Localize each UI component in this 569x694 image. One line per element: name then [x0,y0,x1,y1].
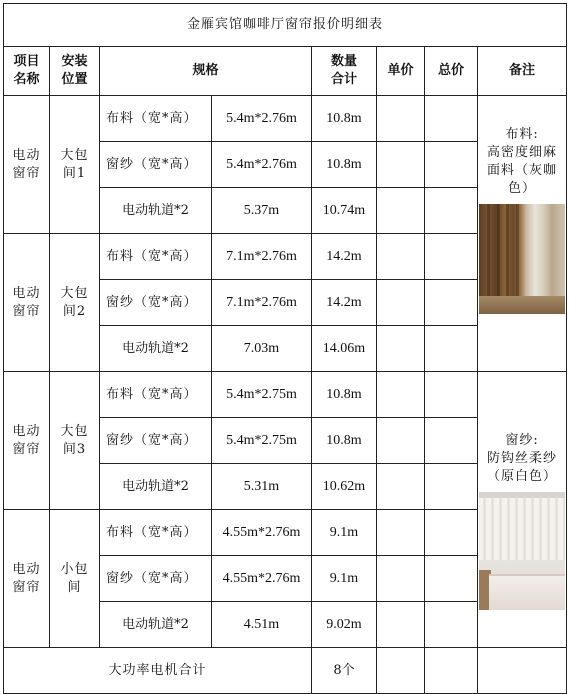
unit-price-cell [377,418,425,464]
unit-price-cell [377,142,425,188]
item-name-cell: 电动 窗帘 [4,96,50,234]
total-price-cell [425,372,478,418]
total-price-cell [425,418,478,464]
footer-row [4,648,567,694]
motor-unit-price [377,648,425,694]
spec-size: 5.31m [212,464,312,510]
spec-desc: 窗纱（宽*高） [100,556,212,602]
notes-sheer-label: 窗纱: [505,433,539,448]
spec-desc: 电动轨道*2 [100,188,212,234]
unit-price-cell [377,280,425,326]
spec-desc: 布料（宽*高） [100,234,212,280]
unit-price-cell [377,188,425,234]
spec-desc: 窗纱（宽*高） [100,280,212,326]
item-name-cell: 电动 窗帘 [4,372,50,510]
unit-price-cell [377,372,425,418]
spec-desc: 窗纱（宽*高） [100,142,212,188]
header-spec: 规格 [100,47,312,96]
location-cell: 大包 间1 [50,96,100,234]
unit-price-cell [377,326,425,372]
table-row [4,96,567,142]
spec-desc: 窗纱（宽*高） [100,418,212,464]
notes-sheer-cell [478,372,567,648]
motor-total-value: 8个 [312,648,377,694]
location-cell: 小包 间 [50,510,100,648]
spec-size: 7.1m*2.76m [212,234,312,280]
qty-cell: 10.62m [312,464,377,510]
notes-fabric-label: 布料: [505,127,539,142]
spec-size: 5.4m*2.75m [212,418,312,464]
total-price-cell [425,602,478,648]
fabric-curtain-photo [479,204,565,314]
spec-desc: 布料（宽*高） [100,96,212,142]
unit-price-cell [377,602,425,648]
total-price-cell [425,280,478,326]
spec-desc: 电动轨道*2 [100,326,212,372]
spec-size: 4.51m [212,602,312,648]
quote-table [3,3,567,694]
spec-desc: 电动轨道*2 [100,602,212,648]
header-notes: 备注 [478,47,567,96]
qty-cell: 9.02m [312,602,377,648]
qty-cell: 10.8m [312,96,377,142]
header-total-price: 总价 [425,47,478,96]
qty-cell: 14.2m [312,234,377,280]
total-price-cell [425,464,478,510]
spec-size: 4.55m*2.76m [212,556,312,602]
header-item: 项目 名称 [4,47,50,96]
motor-total-price [425,648,478,694]
unit-price-cell [377,96,425,142]
unit-price-cell [377,464,425,510]
qty-cell: 10.8m [312,372,377,418]
spec-size: 4.55m*2.76m [212,510,312,556]
total-price-cell [425,556,478,602]
location-cell: 大包 间2 [50,234,100,372]
total-price-cell [425,326,478,372]
notes-fabric-desc-1: 高密度细麻 [487,145,558,160]
header-unit-price: 单价 [377,47,425,96]
notes-fabric-desc-3: 色） [508,181,537,196]
notes-sheer-desc-2: （原白色） [487,469,558,484]
item-name-cell: 电动 窗帘 [4,510,50,648]
notes-fabric-cell [478,96,567,372]
unit-price-cell [377,234,425,280]
sheer-curtain-photo [479,492,565,610]
location-cell: 大包 间3 [50,372,100,510]
notes-fabric-desc-2: 面料（灰咖 [487,163,558,178]
spec-desc: 布料（宽*高） [100,510,212,556]
notes-sheer-desc-1: 防钩丝柔纱 [487,451,558,466]
qty-cell: 9.1m [312,556,377,602]
spec-size: 7.1m*2.76m [212,280,312,326]
table-row [4,372,567,418]
total-price-cell [425,234,478,280]
spec-size: 5.4m*2.75m [212,372,312,418]
spec-desc: 布料（宽*高） [100,372,212,418]
total-price-cell [425,96,478,142]
spec-desc: 电动轨道*2 [100,464,212,510]
qty-cell: 14.2m [312,280,377,326]
motor-notes [478,648,567,694]
qty-cell: 14.06m [312,326,377,372]
qty-cell: 9.1m [312,510,377,556]
unit-price-cell [377,510,425,556]
header-qty: 数量 合计 [312,47,377,96]
qty-cell: 10.8m [312,418,377,464]
unit-price-cell [377,556,425,602]
spec-size: 7.03m [212,326,312,372]
motor-total-label: 大功率电机合计 [4,648,312,694]
qty-cell: 10.8m [312,142,377,188]
total-price-cell [425,510,478,556]
spec-size: 5.37m [212,188,312,234]
total-price-cell [425,142,478,188]
spec-size: 5.4m*2.76m [212,142,312,188]
item-name-cell: 电动 窗帘 [4,234,50,372]
header-row [4,47,567,96]
table-title: 金雁宾馆咖啡厅窗帘报价明细表 [4,4,567,47]
qty-cell: 10.74m [312,188,377,234]
total-price-cell [425,188,478,234]
header-location: 安装 位置 [50,47,100,96]
spec-size: 5.4m*2.76m [212,96,312,142]
